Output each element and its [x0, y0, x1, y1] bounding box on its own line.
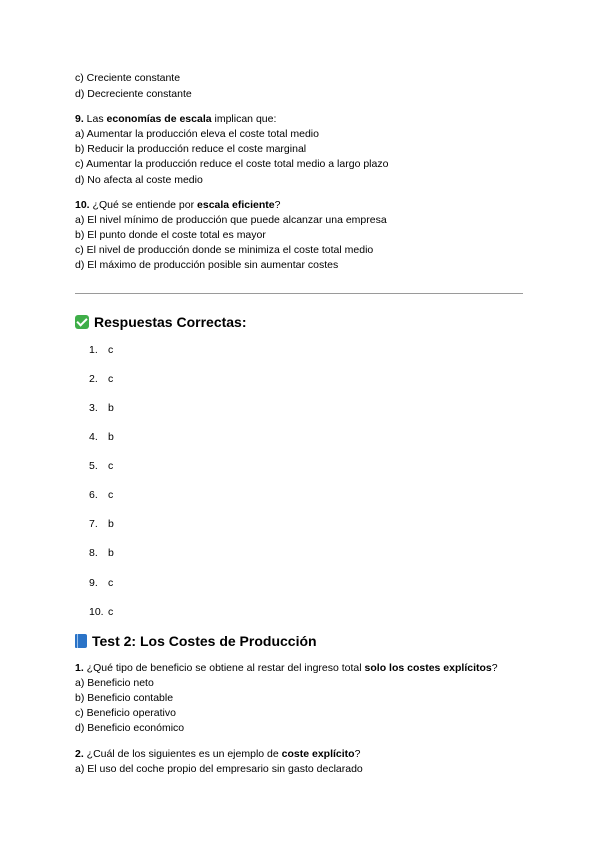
- test2-q1-option-b: b) Beneficio contable: [75, 692, 174, 704]
- q9-option-c: c) Aumentar la producción reduce el coste total medio a largo plazo: [75, 158, 389, 170]
- answer-item: [89, 606, 113, 619]
- q9-bold-term: economías de escala: [106, 113, 212, 125]
- q9-option-d: d) No afecta al coste medio: [75, 174, 203, 186]
- test2-q1-option-d: d) Beneficio económico: [75, 722, 185, 734]
- answer-number: 5.: [89, 460, 98, 472]
- test2-q2-question: [75, 748, 360, 761]
- answer-item: [89, 402, 114, 415]
- test2-heading-text: Test 2: Los Costes de Producción: [92, 633, 317, 649]
- test2-q2-text-pre: ¿Cuál de los siguientes es un ejemplo de: [83, 748, 282, 760]
- q10-bold-term: escala eficiente: [197, 199, 275, 211]
- q9-number: 9.: [75, 113, 84, 125]
- answer-number: 2.: [89, 373, 98, 385]
- answer-number: 3.: [89, 402, 98, 414]
- answer-number: 8.: [89, 547, 98, 559]
- q10-option-a: a) El nivel mínimo de producción que puede alcanzar una empresa: [75, 214, 387, 226]
- answer-value: b: [108, 402, 114, 414]
- answer-number: 6.: [89, 489, 98, 501]
- q10-option-d: d) El máximo de producción posible sin aumentar costes: [75, 259, 339, 271]
- answers-heading: [75, 313, 247, 331]
- test2-q2-option-a: a) El uso del coche propio del empresario sin gasto declarado: [75, 763, 363, 775]
- answer-value: b: [108, 547, 114, 559]
- answer-item: [89, 344, 113, 357]
- answer-value: c: [108, 460, 114, 472]
- answer-item: [89, 373, 113, 386]
- test2-q1-option-a: a) Beneficio neto: [75, 677, 154, 689]
- answer-value: c: [108, 344, 114, 356]
- check-mark-icon: [75, 315, 89, 329]
- q10-option-c: c) El nivel de producción donde se minimiza el coste total medio: [75, 244, 374, 256]
- test2-q1-bold-term: solo los costes explícitos: [364, 662, 492, 674]
- q9-text-post: implican que:: [211, 113, 277, 125]
- test2-q1-text-post: ?: [491, 662, 498, 674]
- blue-book-icon: [75, 634, 87, 648]
- q9-question: [75, 113, 276, 126]
- q9-text-pre: Las: [83, 113, 107, 125]
- answer-value: c: [108, 489, 114, 501]
- answer-item: [89, 547, 114, 560]
- answer-value: c: [108, 606, 114, 618]
- answer-value: c: [108, 577, 114, 589]
- answer-value: b: [108, 431, 114, 443]
- horizontal-divider: [75, 293, 523, 294]
- answer-number: 10.: [89, 606, 104, 618]
- answer-value: b: [108, 518, 114, 530]
- q10-number: 10.: [75, 199, 90, 211]
- answer-number: 1.: [89, 344, 98, 356]
- test2-q2-text-post: ?: [354, 748, 361, 760]
- answer-number: 9.: [89, 577, 98, 589]
- test2-q1-option-c: c) Beneficio operativo: [75, 707, 176, 719]
- test2-q2-number: 2.: [75, 748, 84, 760]
- q10-text-post: ?: [274, 199, 281, 211]
- answer-item: [89, 431, 114, 444]
- q9-option-b: b) Reducir la producción reduce el coste marginal: [75, 143, 307, 155]
- test2-q1-text-pre: ¿Qué tipo de beneficio se obtiene al restar del ingreso total: [83, 662, 365, 674]
- answer-item: [89, 460, 113, 473]
- q8-option-d: d) Decreciente constante: [75, 88, 192, 100]
- answer-item: [89, 577, 113, 590]
- answer-number: 7.: [89, 518, 98, 530]
- test2-q1-number: 1.: [75, 662, 84, 674]
- test2-heading: [75, 632, 317, 650]
- answers-heading-text: Respuestas Correctas:: [94, 314, 247, 330]
- q8-option-c: c) Creciente constante: [75, 72, 181, 84]
- answer-value: c: [108, 373, 114, 385]
- test2-q2-bold-term: coste explícito: [281, 748, 355, 760]
- q10-option-b: b) El punto donde el coste total es mayor: [75, 229, 266, 241]
- q10-text-pre: ¿Qué se entiende por: [89, 199, 198, 211]
- q10-question: [75, 199, 281, 212]
- answer-item: [89, 489, 113, 502]
- answer-item: [89, 518, 114, 531]
- test2-q1-question: [75, 662, 498, 675]
- q9-option-a: a) Aumentar la producción eleva el coste total medio: [75, 128, 319, 140]
- answer-number: 4.: [89, 431, 98, 443]
